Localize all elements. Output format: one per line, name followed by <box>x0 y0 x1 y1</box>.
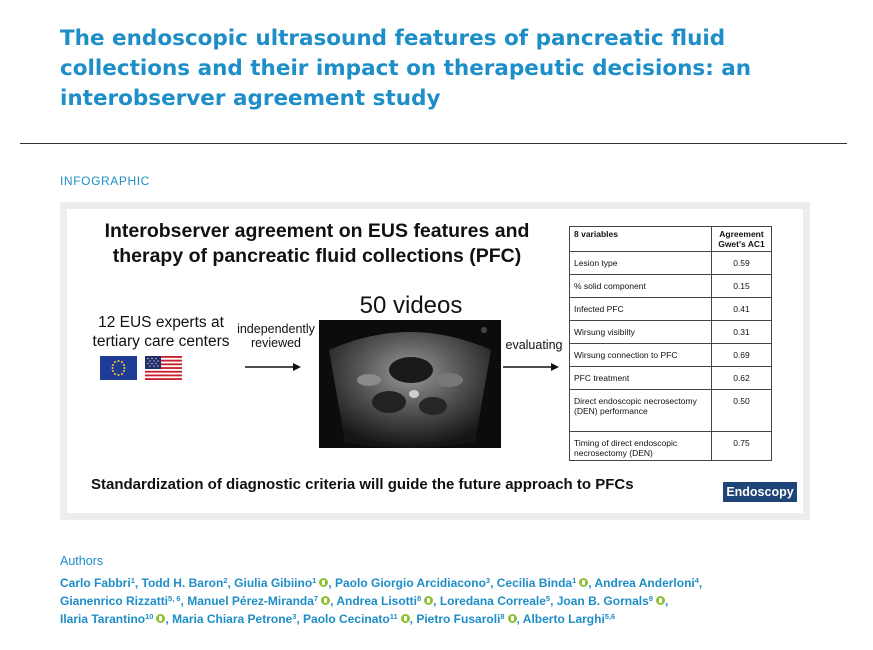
infographic-panel <box>60 202 810 520</box>
eu-flag-icon <box>100 356 137 380</box>
table-row <box>570 298 772 321</box>
infographic-title: Interobserver agreement on EUS features and therapy of pancreatic fluid collections (PFC) <box>104 220 530 267</box>
variable-cell: PFC treatment <box>570 367 712 390</box>
header-agreement: Agreement Gwet's AC1 <box>712 227 772 252</box>
table-row <box>570 252 772 275</box>
author[interactable]: Ilaria Tarantino$^{10}$ <box>60 612 165 626</box>
journal-logo: Endoscopy <box>723 482 797 502</box>
author[interactable]: Paolo Giorgio Arcidiacono$^3$ <box>335 576 491 590</box>
author[interactable]: Todd H. Baron$^2$ <box>141 576 228 590</box>
orcid-icon[interactable] <box>321 596 330 605</box>
value-cell: 0.69 <box>712 344 772 367</box>
evaluating-label: evaluating <box>505 338 563 352</box>
ultrasound-image <box>319 320 501 448</box>
table-row <box>570 432 772 461</box>
orcid-icon[interactable] <box>319 578 328 587</box>
value-cell: 0.62 <box>712 367 772 390</box>
section-label: INFOGRAPHIC <box>60 174 150 188</box>
reviewed-label: independently reviewed <box>237 322 315 350</box>
experts-text: 12 EUS experts at tertiary care centers <box>92 314 230 350</box>
value-cell: 0.50 <box>712 390 772 432</box>
author[interactable]: Pietro Fusaroli$^8$ <box>416 612 516 626</box>
orcid-icon[interactable] <box>156 614 165 623</box>
title-divider <box>20 143 847 144</box>
variable-cell: Lesion type <box>570 252 712 275</box>
header-variables: 8 variables <box>570 227 712 252</box>
orcid-icon[interactable] <box>401 614 410 623</box>
variable-cell: Wirsung visibilty <box>570 321 712 344</box>
flags-group <box>100 356 182 380</box>
author[interactable]: Giulia Gibiino$^1$ <box>234 576 328 590</box>
author[interactable]: Loredana Correale$^5$ <box>439 594 551 608</box>
value-cell: 0.59 <box>712 252 772 275</box>
variable-cell: Infected PFC <box>570 298 712 321</box>
author[interactable]: Alberto Larghi$^{5,6}$ <box>522 612 616 626</box>
orcid-icon[interactable] <box>656 596 665 605</box>
value-cell: 0.31 <box>712 321 772 344</box>
author[interactable]: Joan B. Gornals$^9$ <box>557 594 665 608</box>
author[interactable]: Andrea Lisotti$^8$ <box>336 594 433 608</box>
author[interactable]: Maria Chiara Petrone$^3$ <box>172 612 297 626</box>
right-arrow-icon <box>245 361 301 373</box>
table-row <box>570 344 772 367</box>
conclusion-text: Standardization of diagnostic criteria will guide the future approach to PFCs <box>91 476 634 493</box>
article-title: The endoscopic ultrasound features of pancreatic fluid collections and their impact on therapeutic decisions: an interobserver agreement study <box>60 26 752 111</box>
infographic-canvas <box>67 209 803 513</box>
right-arrow-icon <box>503 361 559 373</box>
variable-cell: Timing of direct endoscopic necrosectomy (DEN) <box>570 432 712 461</box>
author[interactable]: Carlo Fabbri$^1$ <box>60 576 135 590</box>
table-row <box>570 367 772 390</box>
variable-cell: % solid component <box>570 275 712 298</box>
orcid-icon[interactable] <box>579 578 588 587</box>
videos-label: 50 videos <box>359 292 463 319</box>
authors-label: Authors <box>60 554 104 568</box>
orcid-icon[interactable] <box>424 596 433 605</box>
agreement-table <box>569 226 772 461</box>
variable-cell: Direct endoscopic necrosectomy (DEN) performance <box>570 390 712 432</box>
author[interactable]: Andrea Anderloni$^4$ <box>594 576 699 590</box>
author[interactable]: Gianenrico Rizzatti$^{5, 6}$ <box>60 594 181 608</box>
table-row <box>570 275 772 298</box>
value-cell: 0.15 <box>712 275 772 298</box>
author[interactable]: Manuel Pérez-Miranda$^7$ <box>187 594 330 608</box>
authors-list: Carlo Fabbri$^1$, Todd H. Baron$^2$, Giulia Gibiino$^1$ , Paolo Giorgio Arcidiacono$^3$, Cecilia Binda$^1$ , Andrea Anderloni$^4$, Gianenrico Rizzatti$^{5, 6}$, Manuel Pérez-Miranda$^7$ , Andrea Lisotti$^8$ , Loredana Correale$^5$, Joan B. Gornals$^9$ , Ilaria Tarantino$^{10}$ , Maria Chiara Petrone$^3$, Paolo Cecinato$^{11}$ , Pietro Fusaroli$^8$ , Alberto Larghi$^{5,6}$ <box>60 576 703 626</box>
author[interactable]: Cecilia Binda$^1$ <box>497 576 589 590</box>
author[interactable]: Paolo Cecinato$^{11}$ <box>303 612 410 626</box>
value-cell: 0.75 <box>712 432 772 461</box>
orcid-icon[interactable] <box>508 614 517 623</box>
us-flag-icon <box>145 356 182 380</box>
value-cell: 0.41 <box>712 298 772 321</box>
table-row <box>570 321 772 344</box>
variable-cell: Wirsung connection to PFC <box>570 344 712 367</box>
table-row <box>570 390 772 432</box>
